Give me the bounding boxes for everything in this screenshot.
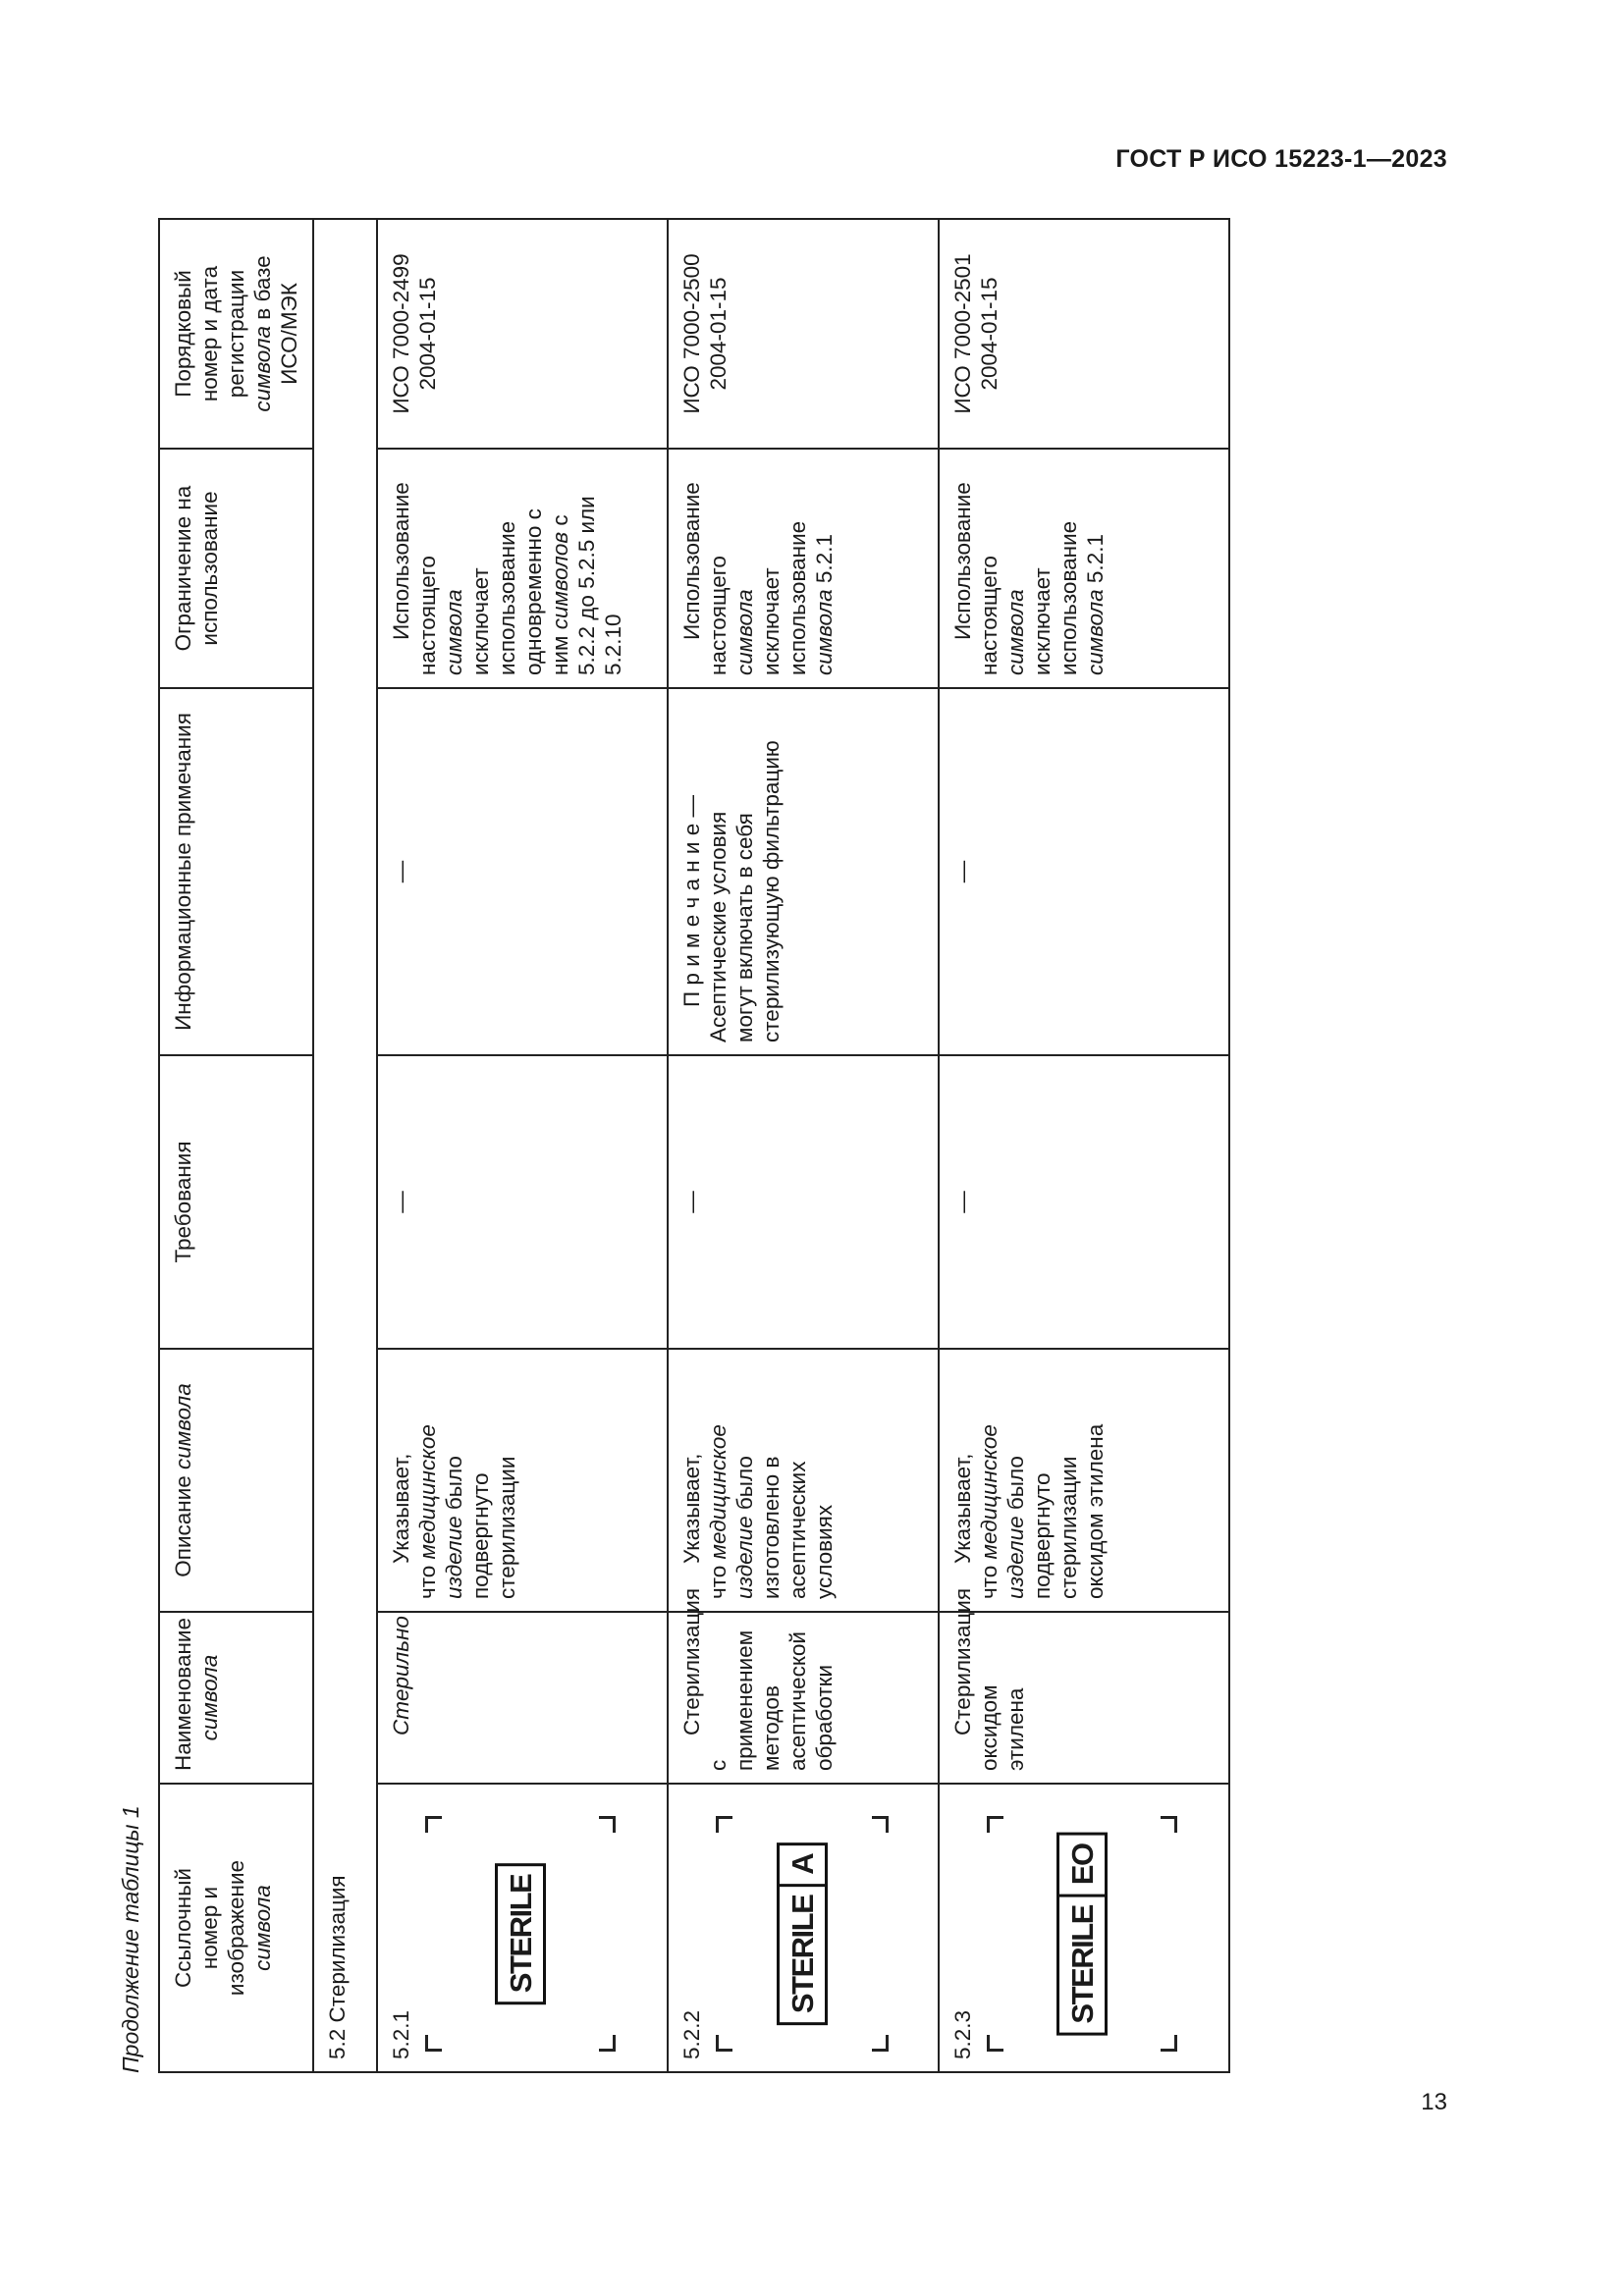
document-header: ГОСТ Р ИСО 15223-1—2023 [1115,145,1447,173]
header-usage-restriction: Ограничение на использование [159,449,313,688]
section-row [313,219,377,2072]
table-header-row [159,219,313,2072]
reference-number: 5.2.1 [389,2009,413,2059]
header-registration: Порядковый номер и дата регистрации символа в базе ИСО/МЭК [159,219,313,449]
info-notes: — [939,688,1229,1055]
sterile-eo-symbol: STERILE EO [1056,1832,1108,2035]
sterile-symbol: STERILE [495,1863,546,2004]
symbol-frame [987,1816,1177,2052]
requirements: — [939,1055,1229,1349]
symbol-description: Указывает, что медицинское изделие было изготовлено в асептических условиях [668,1349,939,1612]
table-row [939,219,1229,2072]
sterile-a-symbol: STERILE A [777,1842,828,2025]
registration-info: ИСО 7000-2500 2004-01-15 [668,219,939,449]
symbol-frame [425,1816,616,2052]
registration-info: ИСО 7000-2499 2004-01-15 [377,219,668,449]
symbol-name: Стерильно [377,1612,668,1784]
symbol-cell [939,1784,1229,2072]
symbol-name: Стерилизация с применением методов асептической обработки [668,1612,939,1784]
header-requirements: Требования [159,1055,313,1349]
section-title: 5.2 Стерилизация [313,219,377,2072]
symbols-table [158,218,1230,2073]
reference-number: 5.2.2 [679,2009,704,2059]
usage-restriction: Использование настоящего символа исключает использование символа 5.2.1 [939,449,1229,688]
usage-restriction: Использование настоящего символа исключает использование символа 5.2.1 [668,449,939,688]
info-notes: П р и м е ч а н и е — Асептические условия могут включать в себя стерилизующую фильтрацию [668,688,939,1055]
page-number: 13 [1421,2089,1447,2115]
requirements: — [377,1055,668,1349]
requirements: — [668,1055,939,1349]
symbol-cell [377,1784,668,2072]
registration-info: ИСО 7000-2501 2004-01-15 [939,219,1229,449]
usage-restriction: Использование настоящего символа исключает использование одновременно с ним символов с 5.2.2 до 5.2.5 или 5.2.10 [377,449,668,688]
table-row [377,219,668,2072]
symbol-cell [668,1784,939,2072]
table-row [668,219,939,2072]
table-caption: Продолжение таблицы 1 [118,1805,143,2073]
symbol-description: Указывает, что медицинское изделие было подвергнуто стерилизации оксидом этилена [939,1349,1229,1612]
symbol-description: Указывает, что медицинское изделие было подвергнуто стерилизации [377,1349,668,1612]
info-notes: — [377,688,668,1055]
reference-number: 5.2.3 [950,2009,975,2059]
rotated-table-page [108,220,1316,2073]
header-info-notes: Информационные примечания [159,688,313,1055]
symbol-frame [716,1816,889,2052]
header-symbol-name: Наименование символа [159,1612,313,1784]
header-symbol-description: Описание символа [159,1349,313,1612]
symbol-name: Стерилизация оксидом этилена [939,1612,1229,1784]
header-ref-and-image: Ссылочный номер и изображение символа [159,1784,313,2072]
